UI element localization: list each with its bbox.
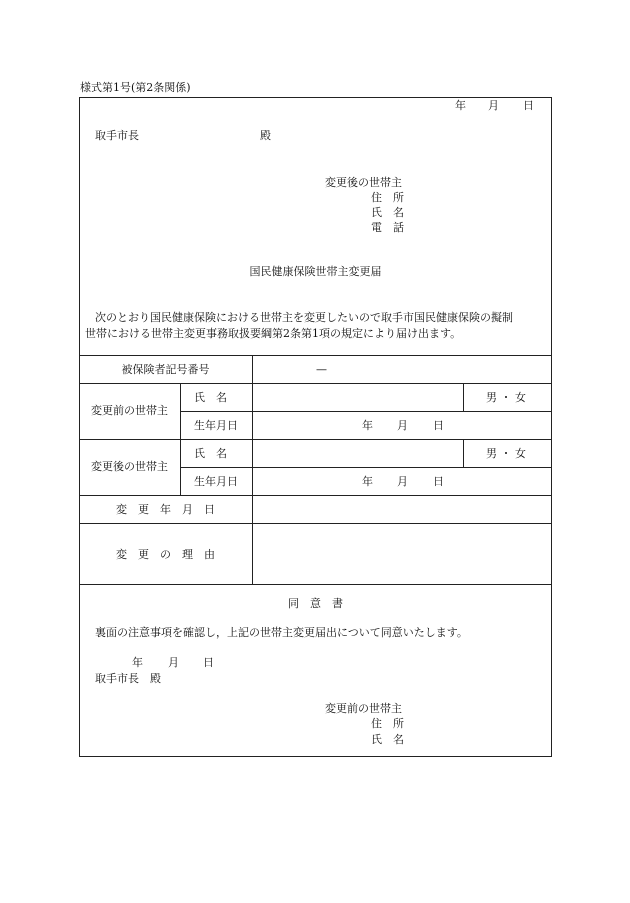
form-title: 国民健康保険世帯主変更届 [249, 265, 382, 278]
change-reason-label: 変 更 の 理 由 [116, 548, 215, 561]
table-top-border [79, 355, 552, 356]
table-vline [252, 355, 253, 584]
consent-name-label: 氏 名 [371, 733, 404, 746]
after-birth-label: 生年月日 [194, 475, 238, 488]
form-frame [79, 97, 552, 757]
consent-addressee: 取手市長 殿 [95, 672, 161, 685]
consent-title: 同 意 書 [288, 597, 343, 610]
consent-date-year: 年 [132, 656, 143, 669]
consent-role: 変更前の世帯主 [325, 702, 402, 715]
intro-line-2: 世帯における世帯主変更事務取扱要綱第2条第1項の規定により届け出ます。 [85, 327, 462, 340]
header-date-year: 年 [455, 99, 466, 112]
after-birth-month: 月 [397, 475, 408, 488]
before-birth-month: 月 [397, 419, 408, 432]
after-gender: 男 ・ 女 [486, 447, 526, 460]
consent-text: 裏面の注意事項を確認し，上記の世帯主変更届出について同意いたします。 [95, 626, 468, 639]
before-gender: 男 ・ 女 [486, 391, 526, 404]
insured-number-dash: — [316, 363, 327, 376]
before-birth-day: 日 [433, 419, 444, 432]
before-birth-label: 生年月日 [194, 419, 238, 432]
before-birth-year: 年 [362, 419, 373, 432]
applicant-address-label: 住 所 [371, 191, 404, 204]
applicant-role: 変更後の世帯主 [325, 176, 402, 189]
applicant-phone-label: 電 話 [371, 221, 404, 234]
intro-line-1: 次のとおり国民健康保険における世帯主を変更したいので取手市国民健康保険の擬制 [95, 311, 513, 324]
addressee-honorific: 殿 [260, 129, 271, 142]
table-line [79, 439, 552, 440]
table-vline [463, 383, 464, 411]
table-line [79, 383, 552, 384]
table-line [180, 467, 552, 468]
header-date-day: 日 [523, 99, 534, 112]
addressee-city: 取手市長 [95, 129, 139, 142]
before-name-label: 氏 名 [194, 391, 227, 404]
header-date-month: 月 [488, 99, 499, 112]
after-head-label: 変更後の世帯主 [91, 460, 168, 473]
table-vline [180, 383, 181, 495]
table-line [180, 411, 552, 412]
consent-date-month: 月 [168, 656, 179, 669]
after-name-label: 氏 名 [194, 447, 227, 460]
after-birth-year: 年 [362, 475, 373, 488]
insured-number-label: 被保険者記号番号 [121, 363, 210, 376]
table-bottom-border [79, 584, 552, 585]
applicant-name-label: 氏 名 [371, 206, 404, 219]
consent-date-day: 日 [203, 656, 214, 669]
form-number: 様式第1号(第2条関係) [80, 81, 191, 94]
table-line [79, 495, 552, 496]
before-head-label: 変更前の世帯主 [91, 404, 168, 417]
table-line [79, 523, 552, 524]
after-birth-day: 日 [433, 475, 444, 488]
change-date-label: 変 更 年 月 日 [116, 503, 215, 516]
table-vline [463, 439, 464, 467]
consent-address-label: 住 所 [371, 717, 404, 730]
